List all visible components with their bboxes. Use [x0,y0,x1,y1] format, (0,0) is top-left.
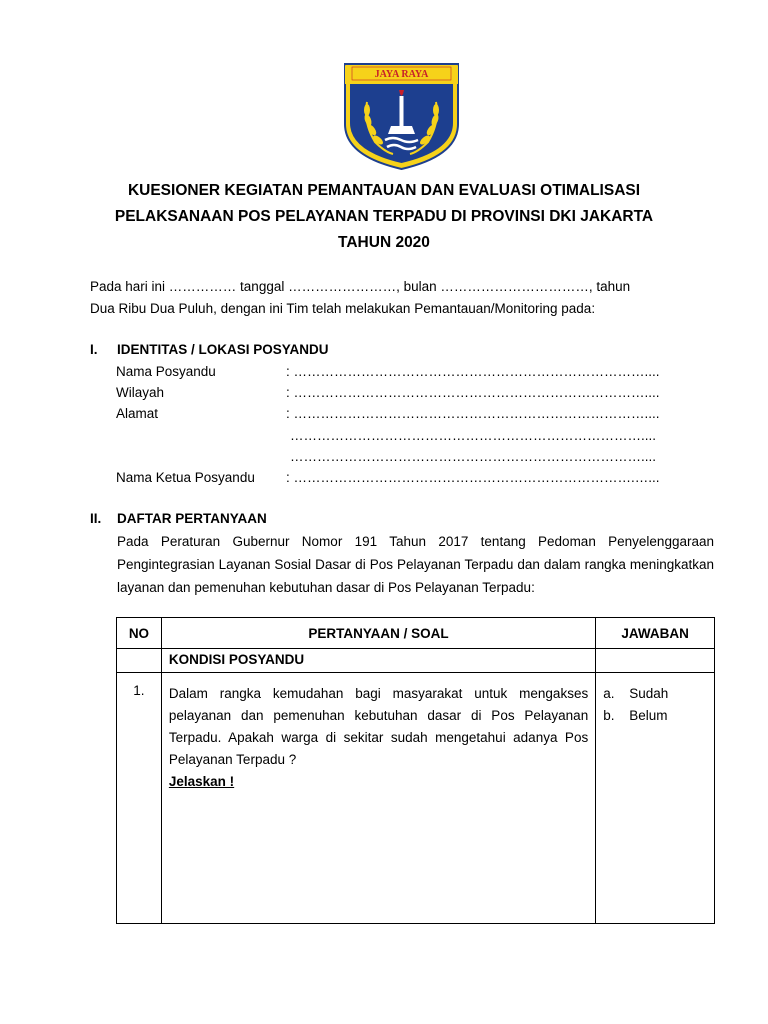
option-letter: b. [603,708,615,723]
category-no-cell [117,649,162,673]
intro-line-1: Pada hari ini …………… tanggal ……………………, bulan ……………………………, tahun [90,279,631,294]
field-label: Wilayah [116,385,165,400]
questionnaire-table [116,617,715,924]
option-text: Sudah [629,686,669,701]
table-header-row [117,618,715,649]
field-label: Nama Ketua Posyandu [116,470,255,485]
header-no: NO [117,618,162,649]
title-line-3: TAHUN 2020 [338,234,430,251]
field-blank: : …………………………………………………………………….... [286,385,660,400]
category-answer-cell [596,649,715,673]
field-blank: : …………………………………………………………………….... [286,364,660,379]
table-category-row [117,649,715,673]
section-1-number: I. [90,342,98,357]
section-2-number: II. [90,511,102,526]
question-text: Dalam rangka kemudahan bagi masyarakat untuk mengakses pelayanan dan pemenuhan kebutuhan dasar di Pos Pelayanan Terpadu. Apakah warga di sekitar sudah mengetahui adanya Pos Pelayanan Terpadu ? [168,686,589,767]
paragraph-text: Pada Peraturan Gubernur Nomor 191 Tahun 2017 tentang Pedoman Penyelenggaraan Pengintegrasian Layanan Sosial Dasar di Pos Pelayanan Terpadu dan dalam rangka meningkatkan layanan dan pemenuhan kebutuhan dasar di Pos Pelayanan Terpadu: [117,534,714,595]
option-letter: a. [603,686,615,701]
section-2-title: DAFTAR PERTANYAAN [117,511,267,526]
field-blank: : …………………………………………………………………….... [286,406,660,421]
intro-paragraph [90,276,630,320]
title-line-2: PELAKSANAAN POS PELAYANAN TERPADU DI PROVINSI DKI JAKARTA [114,208,654,225]
document-title [60,178,708,256]
section-2-paragraph [117,530,714,599]
header-question: PERTANYAAN / SOAL [161,618,595,649]
table-row [117,673,715,924]
logo-banner-text: JAYA RAYA [374,69,429,80]
field-blank: : ………………………………………………………………….…... [286,470,660,485]
question-number: 1. [117,673,162,924]
section-1-title: IDENTITAS / LOKASI POSYANDU [117,342,329,357]
explain-prompt: Jelaskan ! [168,774,235,789]
title-line-1: KUESIONER KEGIATAN PEMANTAUAN DAN EVALUASI OTIMALISASI [127,182,641,199]
field-blank: …………………………………………………………………….... [290,428,657,443]
category-label: KONDISI POSYANDU [161,649,595,673]
answer-option-a[interactable] [603,683,714,705]
intro-line-2: Dua Ribu Dua Puluh, dengan ini Tim telah melakukan Pemantauan/Monitoring pada: [90,301,596,316]
answer-options [596,673,715,924]
jakarta-coat-of-arms-logo [341,62,462,171]
field-blank: …………………………………………………………………….... [290,449,657,464]
question-cell[interactable] [161,673,595,924]
field-label: Alamat [116,406,159,421]
option-text: Belum [629,708,668,723]
header-answer: JAWABAN [596,618,715,649]
field-label: Nama Posyandu [116,364,216,379]
answer-option-b[interactable] [603,705,714,727]
